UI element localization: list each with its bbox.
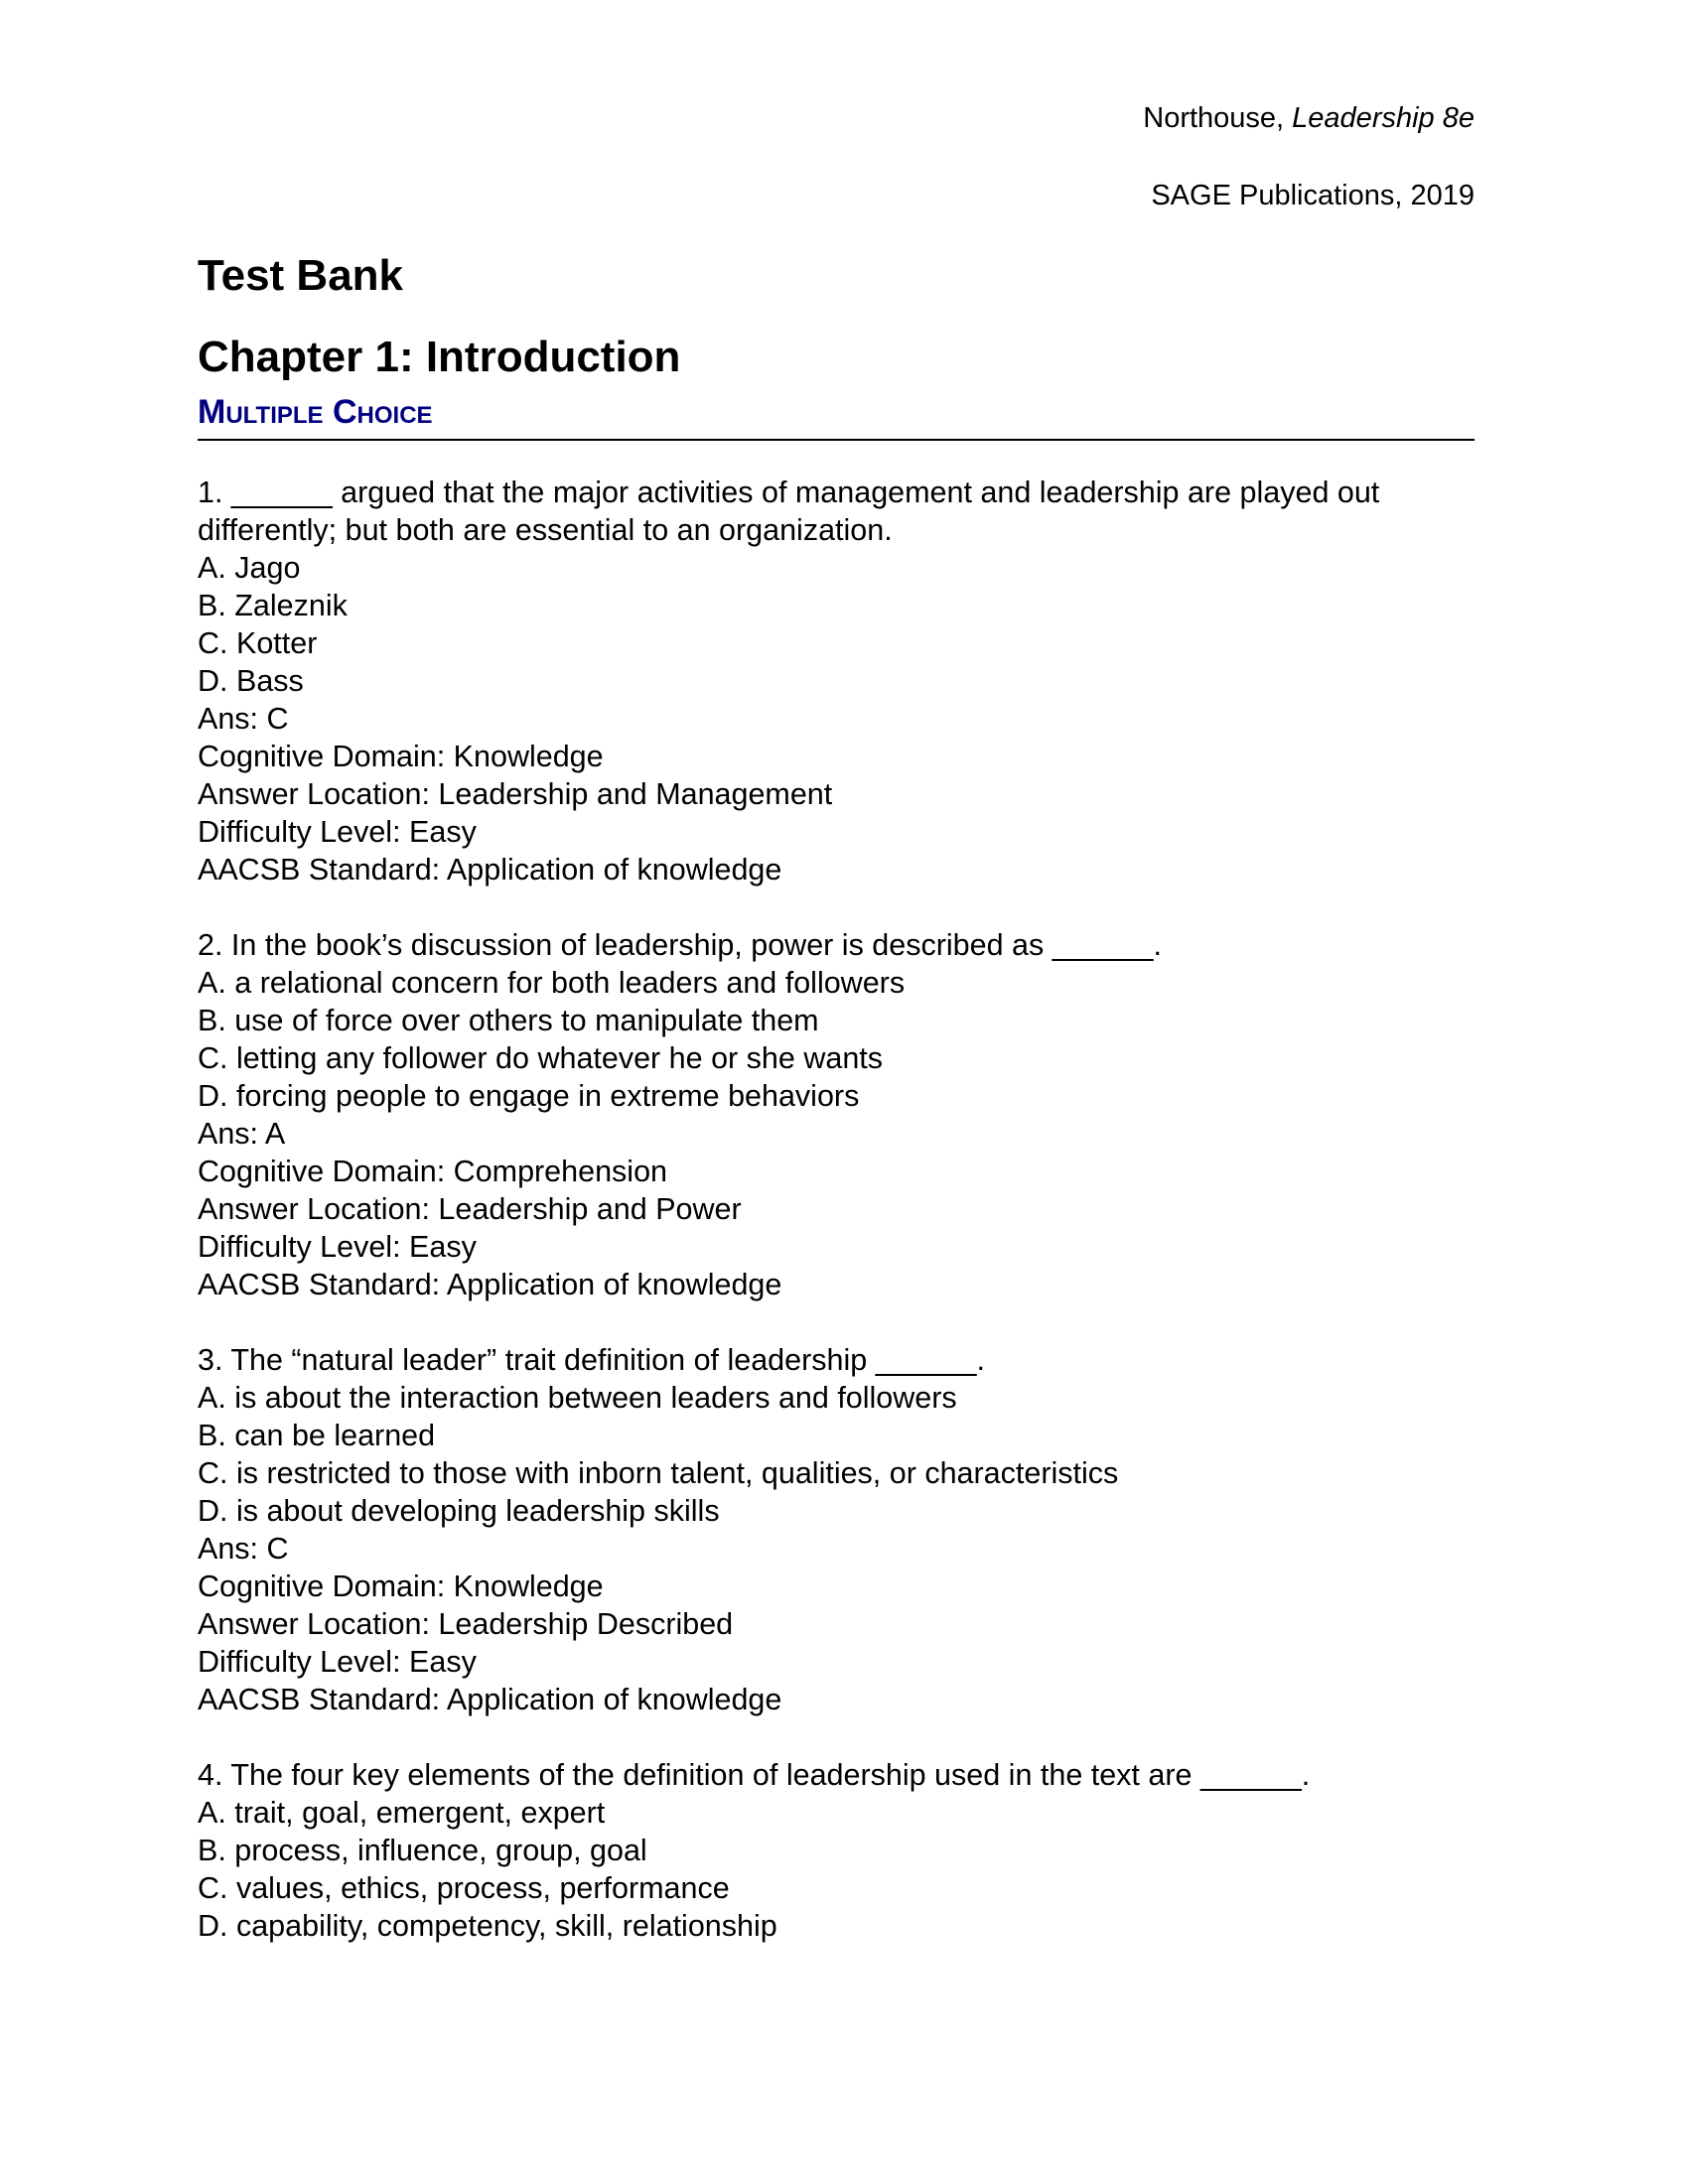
question-list bbox=[198, 474, 1478, 1982]
header-author: Northouse, bbox=[1143, 102, 1293, 134]
option-c: C. letting any follower do whatever he or she wants bbox=[198, 1041, 884, 1075]
running-header-publisher: SAGE Publications, 2019 bbox=[1151, 180, 1475, 211]
option-a: A. Jago bbox=[198, 551, 301, 585]
option-c: C. Kotter bbox=[198, 626, 318, 660]
answer-location: Answer Location: Leadership and Power bbox=[198, 1192, 742, 1226]
question-3 bbox=[198, 1341, 1478, 1718]
difficulty-level: Difficulty Level: Easy bbox=[198, 1645, 477, 1679]
option-b: B. can be learned bbox=[198, 1419, 436, 1452]
option-c: C. values, ethics, process, performance bbox=[198, 1871, 730, 1905]
cognitive-domain: Cognitive Domain: Comprehension bbox=[198, 1155, 667, 1188]
cognitive-domain: Cognitive Domain: Knowledge bbox=[198, 1570, 604, 1603]
chapter-title: Chapter 1: Introduction bbox=[198, 333, 681, 381]
running-header-book bbox=[1143, 102, 1475, 135]
answer-location: Answer Location: Leadership Described bbox=[198, 1607, 734, 1641]
difficulty-level: Difficulty Level: Easy bbox=[198, 815, 477, 849]
question-stem: 1. ______ argued that the major activities of management and leadership are played out differently; but both are essential to an organization. bbox=[198, 476, 1380, 547]
question-4 bbox=[198, 1756, 1478, 1945]
section-heading: Multiple Choice bbox=[198, 393, 433, 431]
question-1 bbox=[198, 474, 1478, 888]
answer: Ans: C bbox=[198, 1532, 289, 1566]
question-2 bbox=[198, 926, 1478, 1303]
question-stem: 3. The “natural leader” trait definition of leadership ______. bbox=[198, 1343, 985, 1377]
difficulty-level: Difficulty Level: Easy bbox=[198, 1230, 477, 1264]
option-a: A. is about the interaction between leaders and followers bbox=[198, 1381, 957, 1415]
option-a: A. a relational concern for both leaders and followers bbox=[198, 966, 906, 1000]
answer-location: Answer Location: Leadership and Management bbox=[198, 777, 833, 811]
header-book-title: Leadership 8e bbox=[1292, 102, 1475, 134]
option-a: A. trait, goal, emergent, expert bbox=[198, 1796, 606, 1830]
document-title: Test Bank bbox=[198, 251, 404, 300]
option-d: D. forcing people to engage in extreme behaviors bbox=[198, 1079, 860, 1113]
option-b: B. Zaleznik bbox=[198, 589, 348, 622]
cognitive-domain: Cognitive Domain: Knowledge bbox=[198, 740, 604, 773]
option-d: D. capability, competency, skill, relationship bbox=[198, 1909, 777, 1943]
aacsb-standard: AACSB Standard: Application of knowledge bbox=[198, 853, 782, 887]
option-d: D. Bass bbox=[198, 664, 304, 698]
option-b: B. use of force over others to manipulate them bbox=[198, 1004, 819, 1037]
option-c: C. is restricted to those with inborn talent, qualities, or characteristics bbox=[198, 1456, 1119, 1490]
answer: Ans: C bbox=[198, 702, 289, 736]
aacsb-standard: AACSB Standard: Application of knowledge bbox=[198, 1683, 782, 1716]
question-stem: 4. The four key elements of the definition of leadership used in the text are ______. bbox=[198, 1758, 1311, 1792]
option-d: D. is about developing leadership skills bbox=[198, 1494, 720, 1528]
aacsb-standard: AACSB Standard: Application of knowledge bbox=[198, 1268, 782, 1301]
option-b: B. process, influence, group, goal bbox=[198, 1834, 647, 1867]
question-stem: 2. In the book’s discussion of leadership, power is described as ______. bbox=[198, 928, 1162, 962]
answer: Ans: A bbox=[198, 1117, 286, 1151]
section-divider bbox=[198, 439, 1475, 441]
